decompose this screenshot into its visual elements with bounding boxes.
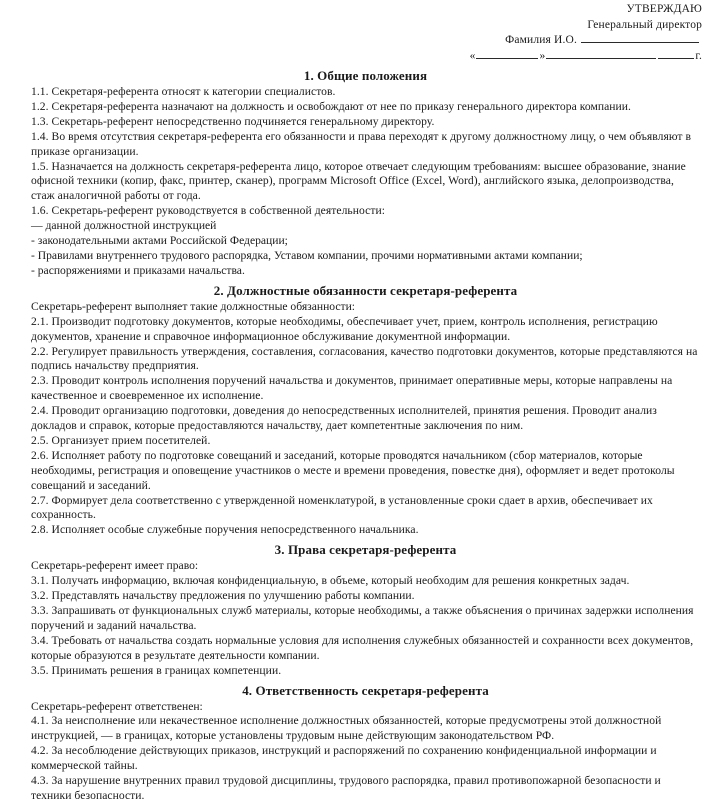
paragraph-1-3: 1.3. Секретарь-референт непосредственно подчиняется генеральному директору. (31, 114, 435, 128)
section-2-lead: Секретарь-референт выполняет такие должностные обязанности: (31, 299, 356, 313)
date-year-suffix: г. (695, 49, 702, 62)
approval-name-label: Фамилия И.О. (505, 34, 577, 46)
date-quote-open: « (469, 49, 476, 62)
paragraph-4-3: 4.3. За нарушение внутренних правил трудовой дисциплины, трудового распорядка, правил противопожарной безопасности и техники безопасности. (31, 774, 661, 802)
paragraph-3-3: 3.3. Запрашивать от функциональных служб материалы, которые необходимы, а также объяснения о причинах задержки исполнения поручений и заданий начальства. (31, 604, 694, 632)
paragraph-2-2: 2.2. Регулирует правильность утверждения, составления, согласования, качество подготовки документов, которые представляются на подпись начальству предприятия. (31, 344, 698, 373)
section-heading-3: 3. Права секретаря-референта (274, 542, 457, 558)
section-3-lead: Секретарь-референт имеет право: (31, 559, 199, 573)
paragraph-2-5: 2.5. Организует прием посетителей. (31, 433, 211, 447)
paragraph-2-8: 2.8. Исполняет особые служебные поручения непосредственного начальника. (31, 523, 419, 537)
approval-position: Генеральный директор (587, 18, 702, 31)
paragraph-3-1: 3.1. Получать информацию, включая конфиденциальную, в объеме, который необходим для решения конкретных задач. (31, 574, 630, 588)
paragraph-1-5: 1.5. Назначается на должность секретаря-референта лицо, которое отвечает следующим требованиям: высшее образование, знание офисной техники (копир, факс, принтер, сканер), программ Microsoft Office (Excel, Word), английского языка, делопроизводства, стаж аналогичной работы от года. (31, 159, 686, 203)
approval-heading: УТВЕРЖДАЮ (626, 3, 702, 15)
paragraph-1-2: 1.2. Секретаря-референта назначают на должность и освобождают от нее по приказу генерального директора компании. (31, 99, 631, 113)
paragraph-1-1: 1.1. Секретаря-референта относят к категории специалистов. (31, 85, 336, 98)
paragraph-2-4: 2.4. Проводит организацию подготовки, доведения до непосредственных исполнителей, принятия решения. Проводит анализ докладов и справок, которые предоставляются начальству, дает компетентные заключения по ним. (31, 404, 657, 433)
date-quote-close: » (539, 49, 546, 62)
section-4-lead: Секретарь-референт ответственен: (31, 699, 203, 713)
approval-name-blank (581, 33, 699, 43)
paragraph-1-6: 1.6. Секретарь-референт руководствуется в собственной деятельности: (31, 204, 385, 218)
approval-block (0, 0, 720, 64)
bullet-1-4: - распоряжениями и приказами начальства. (31, 263, 245, 277)
approval-date-line (0, 49, 702, 65)
section-heading-4: 4. Ответственность секретаря-референта (242, 682, 489, 698)
paragraph-2-1: 2.1. Производит подготовку документов, которые необходимы, обеспечивает учет, прием, контроль исполнения, регистрацию документов, хранение и справочное информационное обслуживание документной информации. (31, 314, 658, 343)
bullet-1-3: - Правилами внутреннего трудового распорядка, Уставом компании, прочими нормативными актами компании; (31, 248, 583, 262)
paragraph-2-6: 2.6. Исполняет работу по подготовке совещаний и заседаний, которые проводятся начальником (сбор материалов, которые необходимы, регистрация и оповещение участников о месте и времени проведения, повестке дня), оформляет и ведет протоколы совещаний и заседаний. (31, 448, 675, 492)
paragraph-3-2: 3.2. Представлять начальству предложения по улучшению работы компании. (31, 589, 415, 603)
section-heading-1: 1. Общие положения (303, 68, 428, 83)
document-body (0, 68, 720, 804)
paragraph-4-1: 4.1. За неисполнение или некачественное исполнение должностных обязанностей, которые предусмотрены этой должностной инструкцией, — в границах, которые установлены трудовым ныне действующим законодательством РФ. (31, 714, 662, 743)
paragraph-3-5: 3.5. Принимать решения в границах компетенции. (31, 663, 282, 677)
date-month-blank (546, 49, 656, 59)
bullet-1-1: — данной должностной инструкцией (31, 219, 217, 233)
date-day-blank (476, 49, 538, 59)
bullet-1-2: - законодательными актами Российской Федерации; (31, 234, 288, 248)
date-year-blank (658, 49, 694, 59)
approval-name-line (0, 33, 702, 49)
paragraph-1-4: 1.4. Во время отсутствия секретаря-референта его обязанности и права переходят к другому должностному лицу, о чем объявляют в приказе организации. (31, 129, 692, 158)
paragraph-4-2: 4.2. За несоблюдение действующих приказов, инструкций и распоряжений по сохранению конфиденциальной информации и коммерческой тайны. (31, 744, 657, 773)
section-heading-2: 2. Должностные обязанности секретаря-референта (213, 282, 518, 298)
paragraph-3-4: 3.4. Требовать от начальства создать нормальные условия для исполнения служебных обязанностей и сохранности всех документов, которые образуются в результате деятельности компании. (31, 633, 694, 662)
paragraph-2-3: 2.3. Проводит контроль исполнения поручений начальства и документов, принимает оперативные меры, которые направлены на качественное и своевременное их исполнение. (31, 374, 673, 403)
paragraph-2-7: 2.7. Формирует дела соответственно с утвержденной номенклатурой, в установленные сроки сдает в архив, обеспечивает их сохранность. (31, 493, 653, 522)
